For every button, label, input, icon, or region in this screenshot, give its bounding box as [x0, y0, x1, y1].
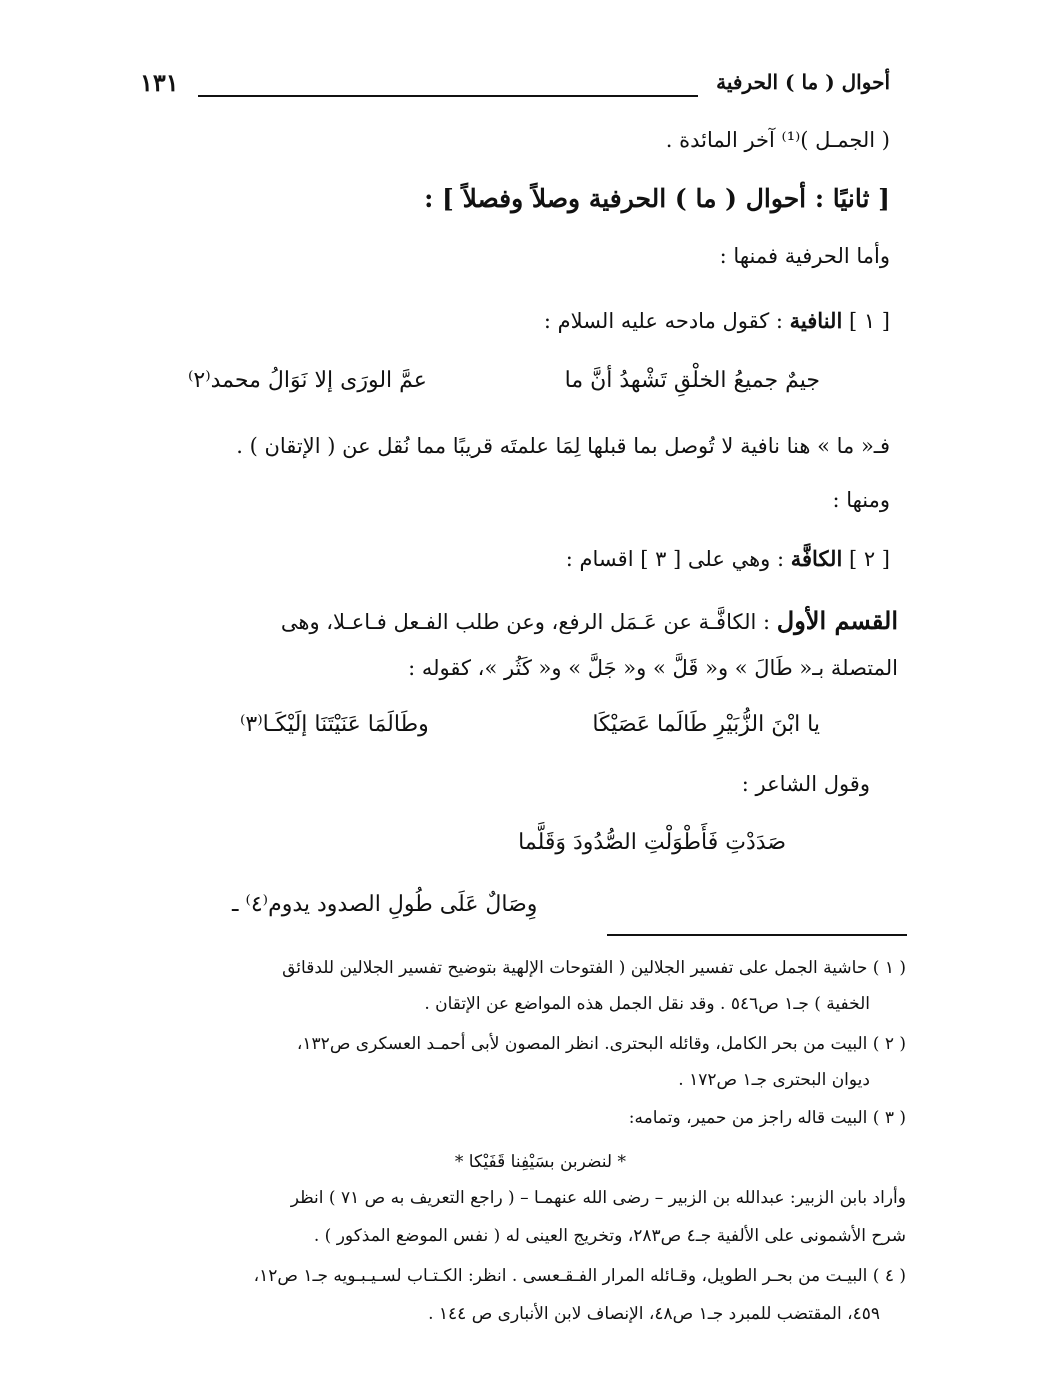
verse-2-first-hemistich: يا ابْنَ الزُّبَيْرِ طَالَما عَصَيْكَا [592, 712, 820, 737]
footnote-rule [607, 934, 907, 936]
footnote-1-line-2: الخفية ) جـ١ ص٥٤٦ . وقد نقل الجمل هذه المواضع عن الإتقان . [424, 994, 870, 1014]
item-1-number: [ ١ ] [848, 309, 890, 333]
footnote-4-line-2: ٤٥٩، المقتضب للمبرد جـ١ ص٤٨، الإنصاف لابن الأنبارى ص ١٤٤ . [428, 1304, 880, 1324]
verse-1-second-hemistich: عمَّ الورَى إلا نَوَالُ محمد⁽٢⁾ [188, 368, 427, 393]
footnote-2-line-1: ( ٢ ) البيت من بحر الكامل، وقائله البحترى. انظر المصون لأبى أحمـد العسكرى ص١٣٢، [296, 1034, 906, 1054]
footnote-3-line-1: ( ٣ ) البيت قاله راجز من حمير، وتمامه: [628, 1108, 906, 1128]
intro-line: وأما الحرفية فمنها : [719, 244, 890, 268]
section-1-term: القسم الأول [776, 606, 898, 635]
item-2-term: الكافَّة [790, 546, 843, 571]
footnote-3-line-3: شرح الأشمونى على الألفية جـ٤ ص٢٨٣، وتخريج العينى له ( نفس الموضع المذكور ) . [313, 1226, 906, 1246]
verse-3-first-hemistich: صَدَدْتِ فَأَطْوَلْتِ الصُّدُودَ وَقَلَّما [518, 830, 786, 855]
item-2-number: [ ٢ ] [848, 547, 890, 571]
paragraph-1: فـ« ما » هنا نافية لا تُوصل بما قبلها لِمَا علمتَه قريبًا مما نُقل عن ( الإتقان ) . [236, 434, 890, 458]
running-header-title: أحوال ( ما ) الحرفية [716, 70, 890, 94]
verse-2-second-hemistich: وطَالَمَا عَنَيْتَنَا إلَيْكَـا⁽٣⁾ [240, 712, 429, 737]
section-1-text: : الكافَّـة عن عَـمَل الرفع، وعن طلب الفـعل فـاعـلا، وهى [280, 610, 771, 634]
verse-3-second-hemistich: وِصَالٌ عَلَى طُولِ الصدود يدوم⁽٤⁾ ـ [232, 892, 538, 917]
section-1-line-2: المتصلة بـ« طَالَ » و« قَلَّ » و« جَلَّ » و« كَثُر »، كقوله : [408, 656, 898, 680]
continuation-line: ( الجمـل )⁽¹⁾ آخر المائدة . [665, 128, 890, 152]
item-2-text: : وهي على [ ٣ ] اقسام : [565, 547, 785, 571]
minha-line: ومنها : [832, 488, 890, 512]
footnote-2-line-2: ديوان البحترى جـ١ ص١٧٢ . [678, 1070, 870, 1090]
verse-1-first-hemistich: جيمٌ جميعُ الخلْقِ تَشْهدُ أنَّ ما [564, 368, 820, 393]
item-1-text: : كقول مادحه عليه السلام : [543, 309, 783, 333]
footnote-1-line-1: ( ١ ) حاشية الجمل على تفسير الجلالين ( الفتوحات الإلهية بتوضيح تفسير الجلالين للدقائق [282, 958, 906, 978]
footnote-4-line-1: ( ٤ ) البيـت من بحـر الطويل، وقـائله المرار الفـقـعسى . انظر: الكـتـاب لسـيـبـويه جـ١ ص١٢، [253, 1266, 906, 1286]
section-heading: [ ثانيًا : أحوال ( ما ) الحرفية وصلاً وفصلاً ] : [424, 184, 890, 213]
header-rule [198, 95, 698, 97]
item-1-term: النافية [789, 308, 843, 333]
footnote-3-line-2: وأراد بابن الزبير: عبدالله بن الزبير – رضى الله عنهمـا – ( راجع التعريف به ص ٧١ ) انظر [290, 1188, 906, 1208]
item-1 [544, 308, 890, 333]
item-2 [566, 546, 890, 571]
page-number: ١٣١ [140, 68, 179, 97]
footnote-3-verse: * لنضربن بسَيْفِنا قَفَيْكا * [454, 1152, 626, 1172]
poet-intro: وقول الشاعر : [741, 772, 870, 796]
section-1-line-1 [281, 606, 898, 635]
